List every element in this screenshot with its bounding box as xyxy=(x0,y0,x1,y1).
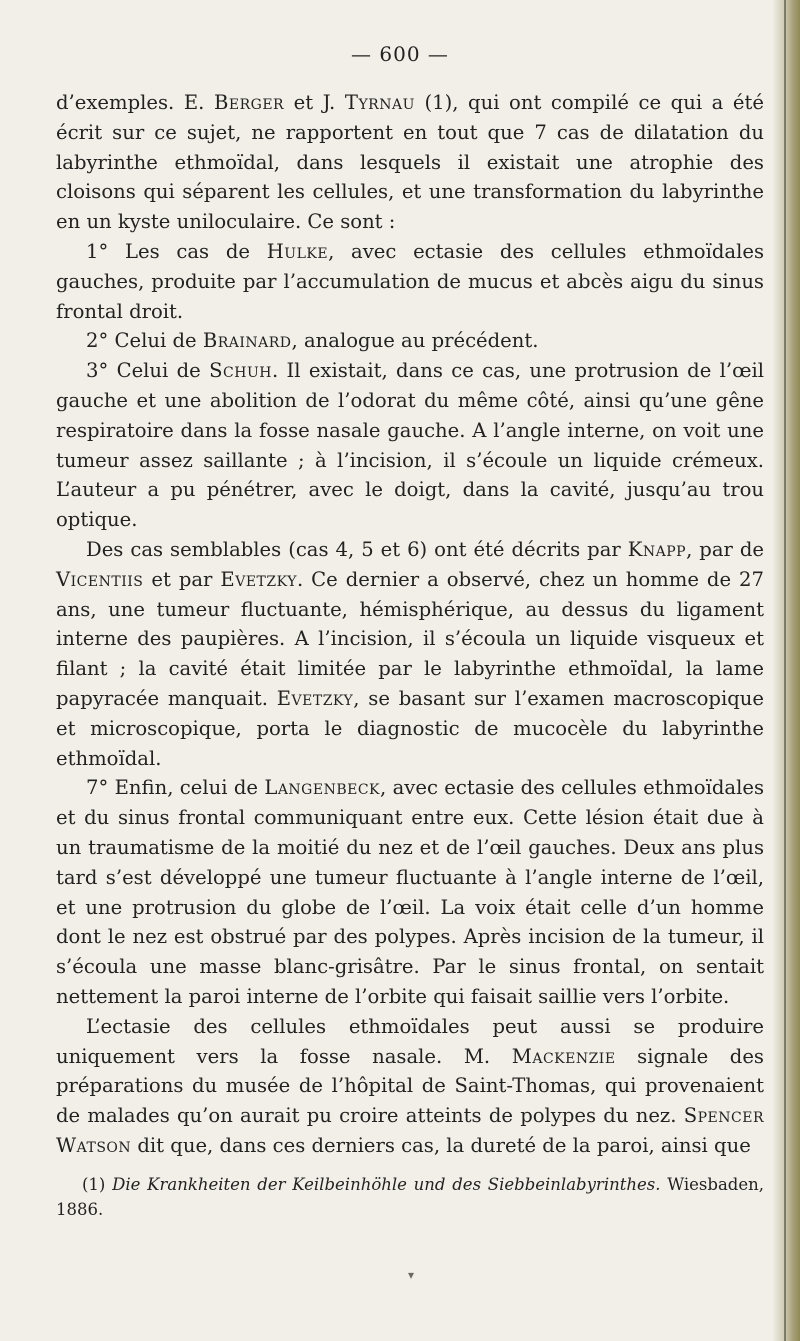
stray-print-mark: ▾ xyxy=(408,1268,415,1282)
author-name: Knapp xyxy=(627,537,687,561)
text-run: , avec ectasie des cellules ethmoïdales et du sinus frontal communiquant entre eux. Cette lésion était due à un traumatisme de la moitié du nez et de l’œil gauches. Deux ans plus tard s’est développé une tumeur fluctuante à l’angle interne de l’œil, et une protrusion du globe de l’œil. La voix était celle d’un homme dont le nez est obstrué par des polypes. Après incision de la tumeur, il s’écoula une masse blanc-grisâtre. Par le sinus frontal, on sentait nettement la paroi interne de l’orbite qui faisait saillie vers l’orbite. xyxy=(56,776,765,1008)
text-run: 3° Celui de xyxy=(86,359,210,383)
text-run: Des cas semblables (cas 4, 5 et 6) ont été décrits par xyxy=(86,537,628,561)
author-name: Langenbeck xyxy=(264,776,381,800)
author-name: Hulke xyxy=(266,239,329,263)
text-run: et J. xyxy=(284,91,345,114)
text-run: , analogue au précédent. xyxy=(291,329,539,353)
text-run: dit que, dans ces derniers cas, la dureté de la paroi, ainsi que xyxy=(131,1133,751,1157)
text-run: (1), qui ont compilé ce qui a été écrit sur ce sujet, ne rapportent en tout que 7 cas de dilatation du labyrinthe ethmoïdal, dans lesquels il existait une atrophie des cloisons qui séparent les cellules, et une transformation du labyrinthe en un kyste uniloculaire. Ce sont : xyxy=(56,91,765,234)
text-run: , se basant sur l’examen macroscopique et microscopique, porta le diagnostic de mucocèle du labyrinthe ethmoïdal. xyxy=(56,686,764,770)
text-run: , par de xyxy=(686,537,764,561)
page-number: — 600 — xyxy=(351,42,449,66)
footnote-title: Die Krankheiten der Keilbeinhöhle und des Siebbeinlabyrinthes. xyxy=(112,1175,661,1194)
author-name: Brainard xyxy=(202,329,292,353)
author-name: Evetzky xyxy=(276,686,354,710)
author-name: Evetzky xyxy=(220,567,297,591)
author-name: Berger xyxy=(213,91,285,114)
author-name: Spencer Watson xyxy=(56,1104,764,1157)
text-run: , avec ectasie des cellules ethmoïdales gauches, produite par l’accumulation de mucus et abcès aigu du sinus frontal droit. xyxy=(56,239,764,323)
text-run: 1° Les cas de xyxy=(86,239,267,263)
footnote-publication: Wiesbaden, 1886. xyxy=(56,1175,764,1219)
page-edge-line xyxy=(784,0,786,1341)
paragraph xyxy=(56,356,764,535)
author-name: Tyrnau xyxy=(344,91,415,114)
author-name: Vicentiis xyxy=(56,567,144,591)
footnote xyxy=(56,1172,764,1222)
text-run: . Ce dernier a observé, chez un homme de 27 ans, une tumeur fluctuante, hémisphérique, au dessus du ligament interne des paupières. A l’incision, il s’écoula un liquide visqueux et filant ; la cavité était limitée par le labyrinthe ethmoïdal, la lame papyracée manquait. xyxy=(56,567,764,710)
body-text xyxy=(56,88,764,1161)
text-run: 2° Celui de xyxy=(86,329,203,353)
paragraph xyxy=(56,88,764,237)
author-name: Schuh xyxy=(209,359,272,383)
paragraph xyxy=(56,237,764,326)
text-run: . Il existait, dans ce cas, une protrusion de l’œil gauche et une abolition de l’odorat du même côté, ainsi qu’une gêne respiratoire dans la fosse nasale gauche. A l’angle interne, on voit une tumeur assez saillante ; à l’incision, il s’écoule un liquide crémeux. L’auteur a pu pénétrer, avec le doigt, dans la cavité, jusqu’au trou optique. xyxy=(56,359,765,532)
paragraph xyxy=(56,535,764,773)
text-run: d’exemples. E. xyxy=(56,91,214,114)
page-edge-shadow xyxy=(772,0,800,1341)
text-run: signale des préparations du musée de l’hôpital de Saint-Thomas, qui provenaient de malades qu’on aurait pu croire atteints de polypes du nez. xyxy=(56,1044,764,1128)
text-run: L’ectasie des cellules ethmoïdales peut aussi se produire uniquement vers la fosse nasale. M. xyxy=(56,1014,764,1068)
paragraph xyxy=(56,773,764,1011)
text-run: 7° Enfin, celui de xyxy=(86,776,265,800)
text-run: et par xyxy=(143,567,221,591)
paragraph xyxy=(56,326,764,356)
paragraph xyxy=(56,1012,764,1161)
footnote-marker: (1) xyxy=(82,1175,113,1194)
author-name: Mackenzie xyxy=(511,1044,616,1068)
